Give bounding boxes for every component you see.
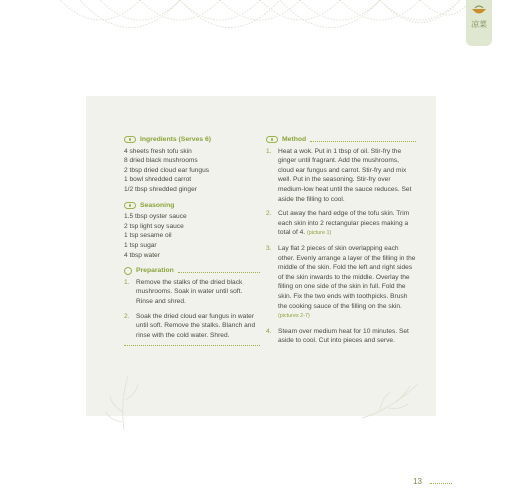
seasoning-section — [124, 201, 260, 261]
ingredients-title: Ingredients (Serves 6) — [140, 136, 212, 143]
step-number: 1. — [266, 147, 272, 155]
page-number: 13 — [413, 477, 422, 486]
step-text: Cut away the hard edge of the tofu skin. Trim each skin into 2 rectangular pieces making a total of 4. (picture 1) — [278, 210, 410, 237]
seasoning-item: 1 tsp sesame oil — [124, 232, 172, 240]
preparation-step — [124, 312, 260, 341]
bowl-icon — [470, 4, 488, 16]
step-text: Soak the dried cloud ear fungus in water until soft. Remove the stalks. Blanch and rinse with the cold water. Shred. — [136, 312, 256, 339]
ingredients-section — [124, 135, 260, 195]
ingredient-item: 2 tbsp dried cloud ear fungus — [124, 166, 210, 174]
step-text: Lay flat 2 pieces of skin overlapping each other. Evenly arrange a layer of the filling in the middle of the skin. Fold the left and right sides of the skin inwards to the middle. Overlay the filling on one side of the skin in full. Fold the skin. Fix the two ends with toothpicks. Brush the cooking sauce of the filling on the skin. (pictures 2-7) — [278, 244, 416, 320]
preparation-title: Preparation — [136, 267, 174, 275]
seasoning-title: Seasoning — [140, 201, 175, 209]
step-number: 2. — [266, 210, 272, 218]
step-text: Heat a wok. Put in 1 tbsp of oil. Stir-fry the ginger until fragrant. Add the mushrooms, cloud ear fungus and carrot. Stir-fry and mix well. Put in the seasoning. Stir-fry over medium-low heat until the sauce reduces. Set aside the filling to cool. — [278, 147, 412, 203]
ingredient-item: 4 sheets fresh tofu skin — [124, 147, 192, 155]
preparation-section — [124, 266, 260, 346]
clock-icon — [124, 267, 132, 275]
heading-rule — [310, 141, 416, 142]
preparation-step — [124, 278, 260, 307]
step-text: Remove the stalks of the dried black mushrooms. Soak in water until soft. Rinse and shred. — [136, 278, 243, 305]
right-column — [266, 135, 416, 351]
heading-rule — [178, 272, 260, 273]
method-step — [266, 147, 416, 205]
step-number: 2. — [124, 312, 130, 320]
leaf-bullet-icon — [124, 136, 136, 143]
leaf-bullet-icon — [124, 202, 136, 209]
method-step — [266, 327, 416, 346]
ingredient-item: 1/2 tbsp shredded ginger — [124, 185, 197, 193]
page-number-rule — [430, 483, 452, 484]
chapter-label: 凉菜 — [471, 20, 487, 29]
method-title: Method — [282, 136, 307, 143]
decorative-arcs — [0, 0, 520, 60]
seasoning-item: 1.5 tbsp oyster sauce — [124, 213, 187, 221]
seasoning-item: 2 tsp light soy sauce — [124, 222, 184, 230]
section-rule — [124, 345, 260, 346]
leaf-decoration-icon — [360, 380, 420, 420]
seasoning-item: 4 tbsp water — [124, 251, 160, 259]
step-number: 1. — [124, 278, 130, 286]
picture-reference: (pictures 2-7) — [278, 313, 310, 320]
method-step — [266, 244, 416, 322]
leaf-decoration-icon — [104, 372, 144, 432]
method-heading — [266, 135, 416, 145]
ingredient-item: 1 bowl shredded carrot — [124, 176, 192, 184]
ingredient-item: 8 dried black mushrooms — [124, 157, 198, 165]
step-number: 3. — [266, 244, 272, 252]
seasoning-heading — [124, 201, 260, 211]
method-step — [266, 209, 416, 239]
step-number: 4. — [266, 327, 272, 335]
step-text: Steam over medium heat for 10 minutes. Set aside to cool. Cut into pieces and serve. — [278, 327, 409, 345]
left-column — [124, 135, 260, 352]
seasoning-item: 1 tsp sugar — [124, 241, 157, 249]
ingredients-heading — [124, 135, 260, 145]
preparation-heading — [124, 266, 260, 276]
picture-reference: (picture 1) — [306, 230, 332, 237]
leaf-bullet-icon — [266, 136, 278, 143]
